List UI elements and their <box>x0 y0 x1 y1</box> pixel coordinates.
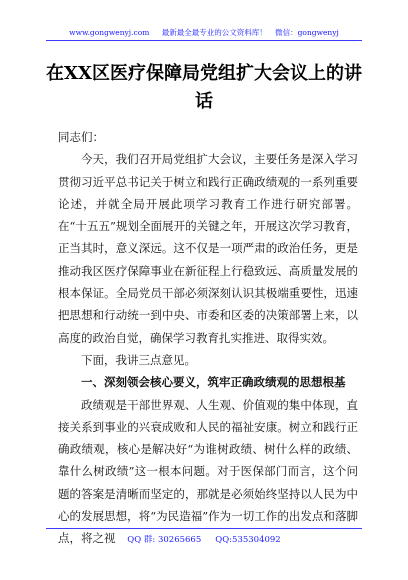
paragraph-section-1: 政绩观是干部世界观、人生观、价值观的集中体现，直接关系到事业的兴衰成败和人民的福祉安康。树立和践行正确政绩观，核心是解决好“为谁树政绩、树什么样的政绩、靠什么树政绩”这一根本问题。对于医保部门而言，这个问题的答案是清晰而坚定的，那就是必须始终坚持以人民为中心的发展思想，将“为民造福”作为一切工作的出发点和落脚点，将之视 <box>58 397 358 546</box>
page-header <box>0 27 408 38</box>
header-wechat: 微信：gongwenyj <box>275 28 339 37</box>
header-divider <box>46 40 362 41</box>
footer-qq: QQ:535304092 <box>215 535 281 545</box>
header-website[interactable]: www.gongwenyj.com <box>69 28 150 37</box>
footer-qq-group: QQ 群: 30265665 <box>127 535 202 545</box>
salutation: 同志们： <box>58 130 104 144</box>
document-body <box>58 126 358 550</box>
document-title: 在XX区医疗保障局党组扩大会议上的讲话 <box>46 63 362 112</box>
paragraph-outline: 下面，我讲三点意见。 <box>81 352 196 367</box>
page-footer <box>0 533 408 545</box>
footer-divider <box>46 528 362 529</box>
header-slogan: 最新最全最专业的公文资料库！ <box>161 28 267 37</box>
paragraph-intro: 今天，我们召开局党组扩大会议，主要任务是深入学习贯彻习近平总书记关于树立和践行正确政绩观的一系列重要论述，并就全局开展此项学习教育工作进行研究部署。在“十五五”规划全面展开的关键之年，开展这次学习教育，正当其时，意义深远。这不仅是一项严肃的政治任务，更是推动我区医疗保障事业在新征程上行稳致远、高质量发展的根本保证。全局党员干部必须深刻认识其极端重要性，迅速把思想和行动统一到中央、市委和区委的决策部署上来，以高度的政治自觉，确保学习教育扎实推进、取得实效。 <box>58 152 358 345</box>
section-heading-1: 一、深刻领会核心要义，筑牢正确政绩观的思想根基 <box>81 375 346 390</box>
